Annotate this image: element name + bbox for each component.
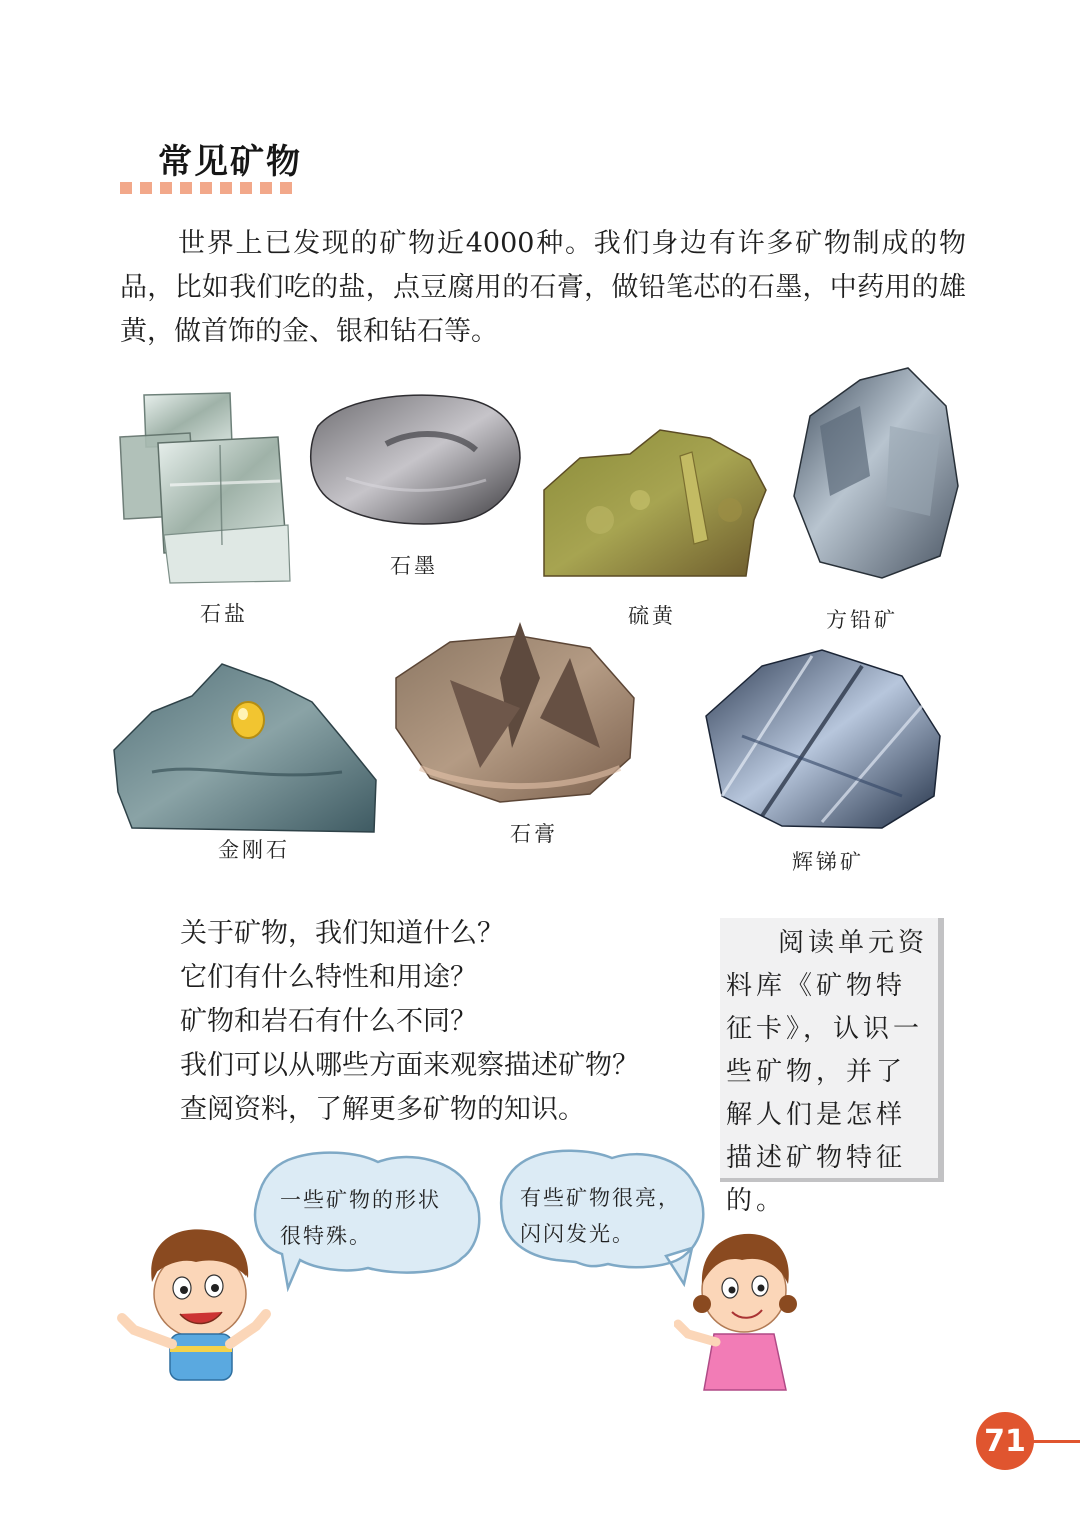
section-title: 常见矿物 bbox=[158, 142, 302, 182]
gypsum-image bbox=[390, 618, 642, 804]
caption-diamond: 金刚石 bbox=[218, 838, 290, 862]
stibnite-image bbox=[702, 646, 944, 830]
girl-speech-text: 有些矿物很亮， 闪闪发光。 bbox=[520, 1186, 681, 1246]
caption-stibnite: 辉锑矿 bbox=[792, 850, 864, 874]
caption-graphite: 石墨 bbox=[390, 554, 438, 578]
page-number-line bbox=[1030, 1440, 1080, 1443]
question-line: 矿物和岩石有什么不同？ bbox=[180, 1006, 477, 1037]
caption-galena: 方铅矿 bbox=[826, 608, 898, 632]
intro-paragraph: 世界上已发现的矿物近4000种。我们身边有许多矿物制成的物品，比如我们吃的盐，点豆腐用的石膏，做铅笔芯的石墨，中药用的雄黄，做首饰的金、银和钻石等。 bbox=[120, 228, 966, 347]
question-line: 关于矿物，我们知道什么？ bbox=[180, 918, 504, 949]
diamond-image bbox=[112, 662, 380, 834]
girl-cartoon bbox=[674, 1226, 810, 1392]
question-line: 它们有什么特性和用途？ bbox=[180, 962, 477, 993]
caption-sulfur: 硫黄 bbox=[628, 604, 676, 628]
caption-gypsum: 石膏 bbox=[510, 822, 558, 846]
reading-tip-box: 阅读单元资料库《矿物特征卡》，认识一些矿物，并了解人们是怎样描述矿物特征的。 bbox=[720, 918, 944, 1182]
galena-image bbox=[790, 366, 960, 580]
question-line: 查阅资料，了解更多矿物的知识。 bbox=[180, 1094, 585, 1125]
halite-image bbox=[110, 385, 300, 585]
boy-speech-text: 一些矿物的形状 很特殊。 bbox=[280, 1188, 441, 1248]
discussion-questions bbox=[180, 912, 639, 1132]
title-underline-dots bbox=[120, 182, 292, 194]
question-line: 我们可以从哪些方面来观察描述矿物？ bbox=[180, 1050, 639, 1081]
page-number: 71 bbox=[976, 1412, 1034, 1470]
sulfur-image bbox=[540, 420, 768, 578]
caption-halite: 石盐 bbox=[200, 602, 248, 626]
graphite-image bbox=[306, 388, 524, 528]
boy-cartoon bbox=[116, 1222, 272, 1390]
